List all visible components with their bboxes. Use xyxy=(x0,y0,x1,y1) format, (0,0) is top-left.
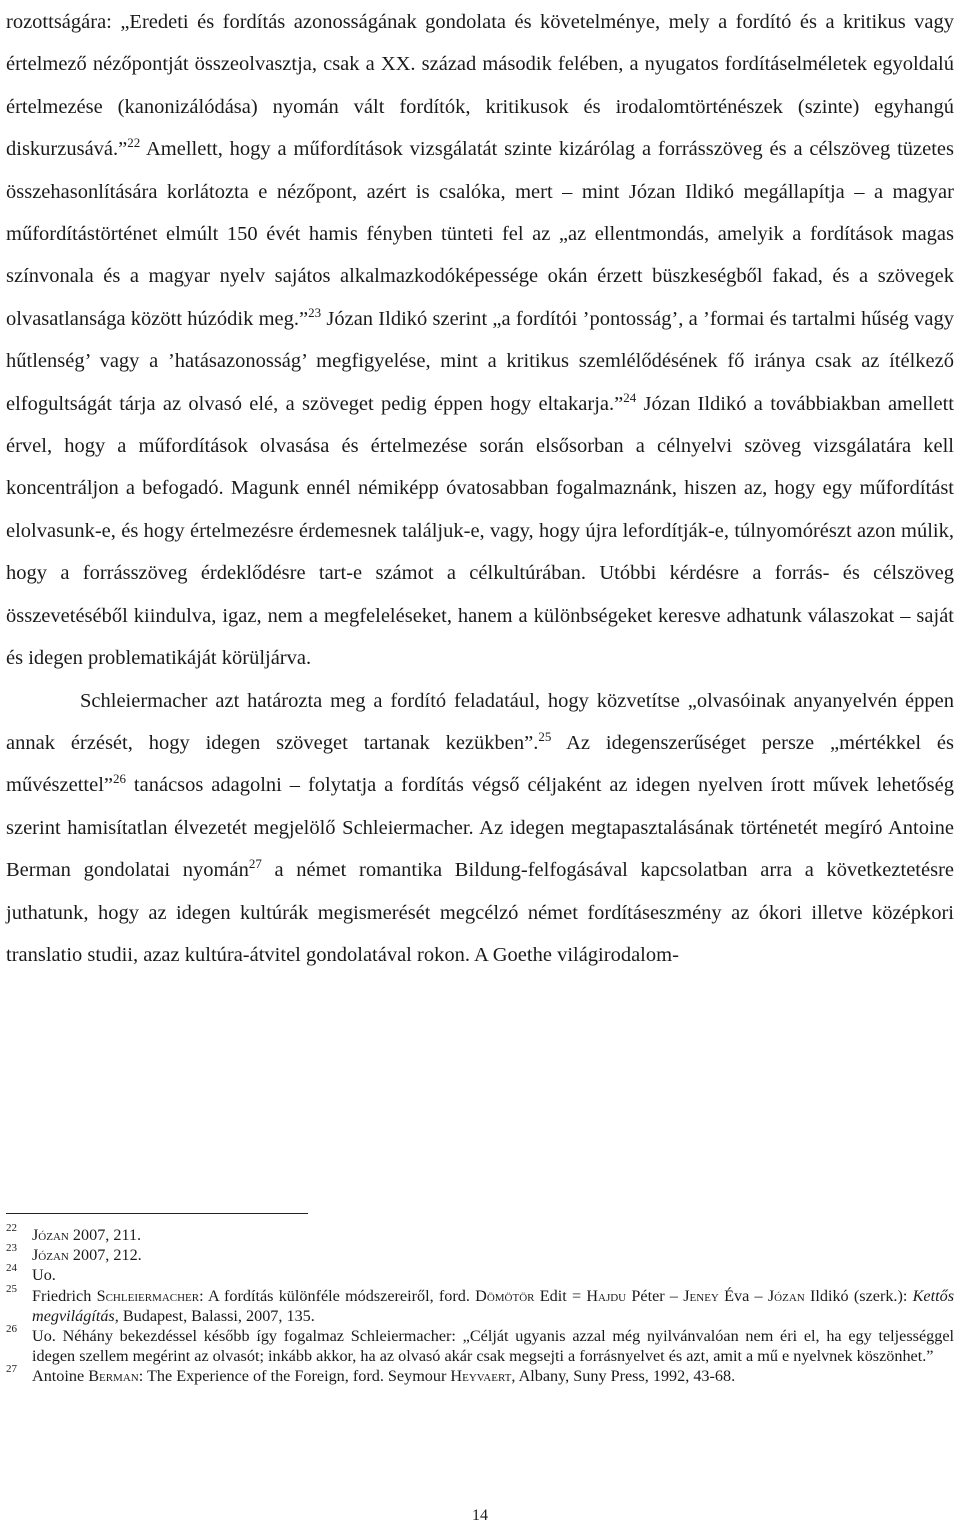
footnotes xyxy=(6,1222,954,1387)
author-name: Józan xyxy=(767,1286,805,1305)
footnote-22 xyxy=(6,1222,954,1245)
footnote-separator xyxy=(6,1213,308,1214)
footnote-number: 25 xyxy=(6,1282,17,1295)
footnote-25 xyxy=(6,1282,954,1326)
footnote-text: , Budapest, Balassi, 2007, 135. xyxy=(114,1306,315,1325)
footnote-text: Uo. xyxy=(32,1266,56,1285)
footnote-text: Antoine xyxy=(32,1367,89,1386)
footnote-text: , Albany, Suny Press, 1992, 43-68. xyxy=(511,1367,736,1386)
paragraph-text: Józan Ildikó a továbbiakban amellett érvel, hogy a műfordítások olvasása és értelmezése során elsősorban a célnyelvi szöveg vizsgálatára kell koncentráljon a befogadó. Magunk ennél némiképp óvatosabban fogalmaznánk, hiszen az, hogy egy műfordítást elolvasunk-e, és hogy értelmezésre érdemesnek találjuk-e, vagy, hogy újra lefordítják-e, túlnyomórészt azon múlik, hogy a forrásszöveg érdeklődésre tart-e számot a célkultúrában. Utóbbi kérdésre a forrás- és célszöveg összevetéséből kiindulva, igaz, nem a megfeleléseket, hanem a különbségeket keresve adhatunk válaszokat – saját és idegen problematikáját körüljárva. xyxy=(6,392,954,670)
author-name: Józan xyxy=(32,1226,69,1244)
paragraph-text: tanácsos adagolni – folytatja a fordítás végső céljaként az idegen nyelven írott művek lehetőség szerint hamisítatlan élvezetét megjelölő Schleiermacher. Az idegen megtapasztalásának történetét megíró Antoine Berman gondolatai nyomán xyxy=(6,774,954,882)
author-name: Hajdu xyxy=(586,1286,627,1305)
footnote-number: 23 xyxy=(6,1242,17,1255)
footnote-number: 24 xyxy=(6,1262,17,1275)
footnote-text: Ildikó (szerk.): xyxy=(804,1286,913,1305)
footnote-text: Éva – xyxy=(718,1286,768,1305)
footnote-ref-25[interactable]: 25 xyxy=(538,728,552,744)
footnote-text: 2007, 212. xyxy=(68,1246,142,1265)
footnote-text: : A fordítás különféle módszereiről, ford. xyxy=(199,1286,476,1305)
paragraph-text: Józan Ildikó szerint „a fordítói ’pontosság’, a ’formai és tartalmi hűség vagy hűtlenség’ vagy a ’hatásazonosság’ megfigyelése, mint a kritikus szemlélődésének fő iránya csak az ítélkező elfogultságát tárja az olvasó elé, a szöveget pedig éppen hogy eltakarja.” xyxy=(6,307,954,415)
footnote-text: Friedrich xyxy=(32,1286,97,1305)
footnote-26 xyxy=(6,1323,954,1366)
author-name: Heyvaert xyxy=(450,1367,512,1386)
footnote-number: 22 xyxy=(6,1222,17,1234)
author-name: Berman xyxy=(88,1367,139,1386)
footnote-text: Péter – xyxy=(626,1286,684,1305)
page-number: 14 xyxy=(472,1507,488,1524)
main-text xyxy=(6,0,954,976)
footnote-ref-23[interactable]: 23 xyxy=(308,304,322,320)
footnote-ref-27[interactable]: 27 xyxy=(248,856,262,872)
footnote-number: 27 xyxy=(6,1363,17,1376)
paragraph-2 xyxy=(6,680,954,977)
paragraph-text: Amellett, hogy a műfordítások vizsgálatát szinte kizárólag a forrásszöveg és a célszöveg tüzetes összehasonlítására korlátozta e nézőpont, azért is csalóka, mert – mint Józan Ildikó megállapítja – a magyar műfordítástörténet elmúlt 150 évét hamis fényben tünteti fel az „az ellentmondás, amelyik a fordítások magas színvonala és a magyar nyelv sajátos alkalmazkodóképessége okán érzett büszkeségből fakad, és a szövegek olvasatlansága között húzódik meg.” xyxy=(6,138,954,330)
document-page xyxy=(6,0,954,1524)
footnote-text: Uo. Néhány bekezdéssel később így fogalmaz Schleiermacher: „Célját ugyanis azzal még nyilvánvalóan nem éri el, ha egy teljességgel idegen szellem megérint az olvasót; inkább akkor, ha az olvasó akár csak megsejti a forrásnyelvet és azt, amit a mű e nyelvnek köszönhet.” xyxy=(32,1327,954,1366)
footnote-ref-26[interactable]: 26 xyxy=(113,771,127,787)
paragraph-text: a német romantika Bildung-felfogásával kapcsolatban arra a következtetésre juthatunk, hogy az idegen kultúrák megismerését megcélzó német fordításeszmény az ókori illetve középkori translatio studii, azaz kultúra-átvitel gondolatával rokon. A Goethe világirodalom- xyxy=(6,859,954,966)
paragraph-text: rozottságára: „Eredeti és fordítás azonosságának gondolata és követelménye, mely a fordító és a kritikus vagy értelmező nézőpontját összeolvasztja, csak a XX. század második felében, a nyugatos fordításelméletek egyoldalú értelmezése (kanonizálódása) nyomán vált fordítók, kritikusok és irodalomtörténészek (szinte) egyhangú diskurzusává.” xyxy=(6,11,954,161)
footnote-ref-22[interactable]: 22 xyxy=(127,135,141,151)
author-name: Jeney xyxy=(683,1286,719,1305)
paragraph-text: Az idegenszerűséget persze „mértékkel és művészettel” xyxy=(6,731,954,797)
author-name: Schleiermacher xyxy=(96,1286,200,1305)
book-title: Kettős megvilágítás xyxy=(32,1286,954,1325)
paragraph-text: Schleiermacher azt határozta meg a fordító feladatául, hogy közvetítse „olvasóinak anyanyelvén éppen annak érzését, hogy idegen szöveget tartanak kezükben”. xyxy=(6,689,954,754)
footnote-23 xyxy=(6,1242,954,1265)
paragraph-1 xyxy=(6,1,954,680)
footnote-text: Edit = xyxy=(534,1286,587,1305)
author-name: Dömötör xyxy=(475,1286,535,1305)
footnote-text: 2007, 211. xyxy=(68,1226,142,1244)
footnote-24 xyxy=(6,1262,954,1285)
footnote-text: : The Experience of the Foreign, ford. Seymour xyxy=(138,1367,451,1386)
author-name: Józan xyxy=(32,1246,69,1265)
footnote-number: 26 xyxy=(6,1323,17,1336)
footnote-ref-24[interactable]: 24 xyxy=(623,389,637,405)
footnote-27 xyxy=(6,1363,954,1386)
